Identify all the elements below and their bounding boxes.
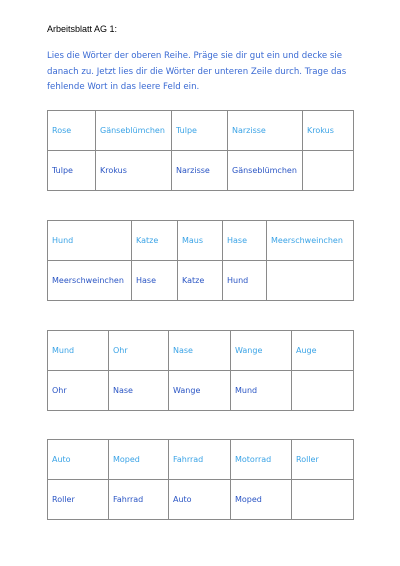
word-table-vehicles [47, 439, 354, 520]
table-cell: Rose [48, 111, 96, 151]
answer-field[interactable] [292, 480, 354, 520]
table-cell: Nase [109, 371, 169, 411]
table-row-bottom [48, 151, 354, 191]
table-row-top [48, 221, 354, 261]
table-cell: Maus [178, 221, 223, 261]
table-cell: Moped [109, 440, 169, 480]
table-cell: Hase [223, 221, 267, 261]
table-cell: Auto [169, 480, 231, 520]
table-row-bottom [48, 480, 354, 520]
table-cell: Mund [231, 371, 292, 411]
word-table-face [47, 330, 354, 411]
table-cell: Roller [292, 440, 354, 480]
table-cell: Fahrrad [169, 440, 231, 480]
table-cell: Katze [132, 221, 178, 261]
table-cell: Motorrad [231, 440, 292, 480]
table-cell: Krokus [96, 151, 172, 191]
instructions-text: Lies die Wörter der oberen Reihe. Präge sie dir gut ein und decke sie danach zu. Jetzt lies dir die Wörter der unteren Zeile durch. Trage das fehlende Wort in das leere Feld ein. [47, 51, 347, 93]
table-cell: Krokus [303, 111, 354, 151]
table-cell: Tulpe [48, 151, 96, 191]
word-table-flowers [47, 110, 354, 191]
table-row-bottom [48, 261, 354, 301]
table-cell: Meerschweinchen [48, 261, 132, 301]
answer-field[interactable] [292, 371, 354, 411]
table-cell: Gänseblümchen [228, 151, 303, 191]
table-cell: Wange [231, 331, 292, 371]
table-cell: Ohr [48, 371, 109, 411]
worksheet-title: Arbeitsblatt AG 1: [47, 24, 118, 34]
table-row-bottom [48, 371, 354, 411]
table-cell: Hund [223, 261, 267, 301]
table-cell: Roller [48, 480, 109, 520]
table-cell: Ohr [109, 331, 169, 371]
table-cell: Fahrrad [109, 480, 169, 520]
table-cell: Mund [48, 331, 109, 371]
table-cell: Hund [48, 221, 132, 261]
table-cell: Wange [169, 371, 231, 411]
answer-field[interactable] [303, 151, 354, 191]
table-cell: Gänseblümchen [96, 111, 172, 151]
answer-field[interactable] [267, 261, 354, 301]
table-cell: Narzisse [228, 111, 303, 151]
table-row-top [48, 440, 354, 480]
table-cell: Tulpe [172, 111, 228, 151]
word-table-animals [47, 220, 354, 301]
table-cell: Hase [132, 261, 178, 301]
table-cell: Auto [48, 440, 109, 480]
table-cell: Auge [292, 331, 354, 371]
table-row-top [48, 331, 354, 371]
table-row-top [48, 111, 354, 151]
table-cell: Nase [169, 331, 231, 371]
table-cell: Narzisse [172, 151, 228, 191]
table-cell: Katze [178, 261, 223, 301]
table-cell: Moped [231, 480, 292, 520]
table-cell: Meerschweinchen [267, 221, 354, 261]
